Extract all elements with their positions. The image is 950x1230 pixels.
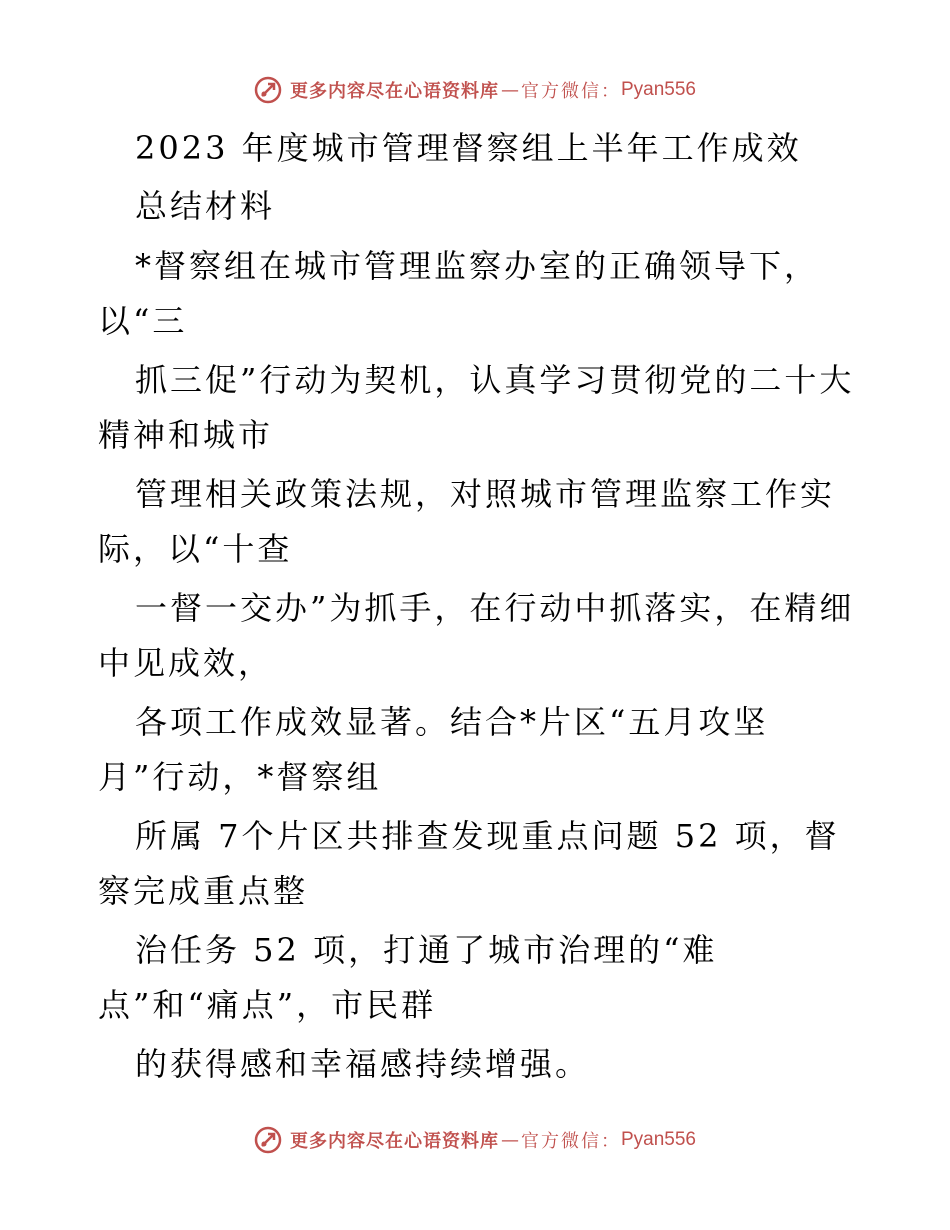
paragraph-line: 察完成重点整 [98,872,309,910]
watermark-text: 更多内容尽在心语资料库 [289,81,499,102]
paragraph-line: 的获得感和幸福感持续增强。 [135,1045,591,1083]
logo-icon [254,1126,282,1154]
paragraph-line: 各项工作成效显著。结合*片区“五月攻坚 [135,703,769,741]
paragraph-line: 精神和城市 [98,416,274,454]
paragraph-line: 一督一交办”为抓手，在行动中抓落实，在精细 [135,589,855,627]
footer-watermark [0,1120,950,1160]
paragraph-line: *督察组在城市管理监察办室的正确领导下， [135,247,820,285]
paragraph-line: 中见成效， [98,644,274,682]
watermark-id: Pyan556 [620,79,696,100]
watermark-id: Pyan556 [620,1129,696,1150]
paragraph-line: 所属 7个片区共排查发现重点问题 52 项，督 [135,817,840,855]
paragraph-line: 抓三促”行动为契机，认真学习贯彻党的二十大 [135,361,855,399]
paragraph-line: 治任务 52 项，打通了城市治理的“难 [135,931,718,969]
watermark-official: 官方微信： [520,1131,621,1152]
watermark-text: 更多内容尽在心语资料库 [289,1131,499,1152]
paragraph-line: 月”行动，*督察组 [98,758,382,796]
watermark-official: 官方微信： [520,81,621,102]
watermark-dash: — [500,1129,519,1151]
paragraph-line: 际，以“十查 [98,530,293,568]
logo-icon [254,76,282,104]
header-watermark [0,70,950,110]
watermark-dash: — [500,79,519,101]
document-subtitle: 总结材料 [135,187,276,225]
document-title: 2023 年度城市管理督察组上半年工作成效 [135,129,802,167]
paragraph-line: 点”和“痛点”，市民群 [98,986,437,1024]
paragraph-line: 管理相关政策法规，对照城市管理监察工作实 [135,475,836,513]
paragraph-line: 以“三 [98,302,188,340]
